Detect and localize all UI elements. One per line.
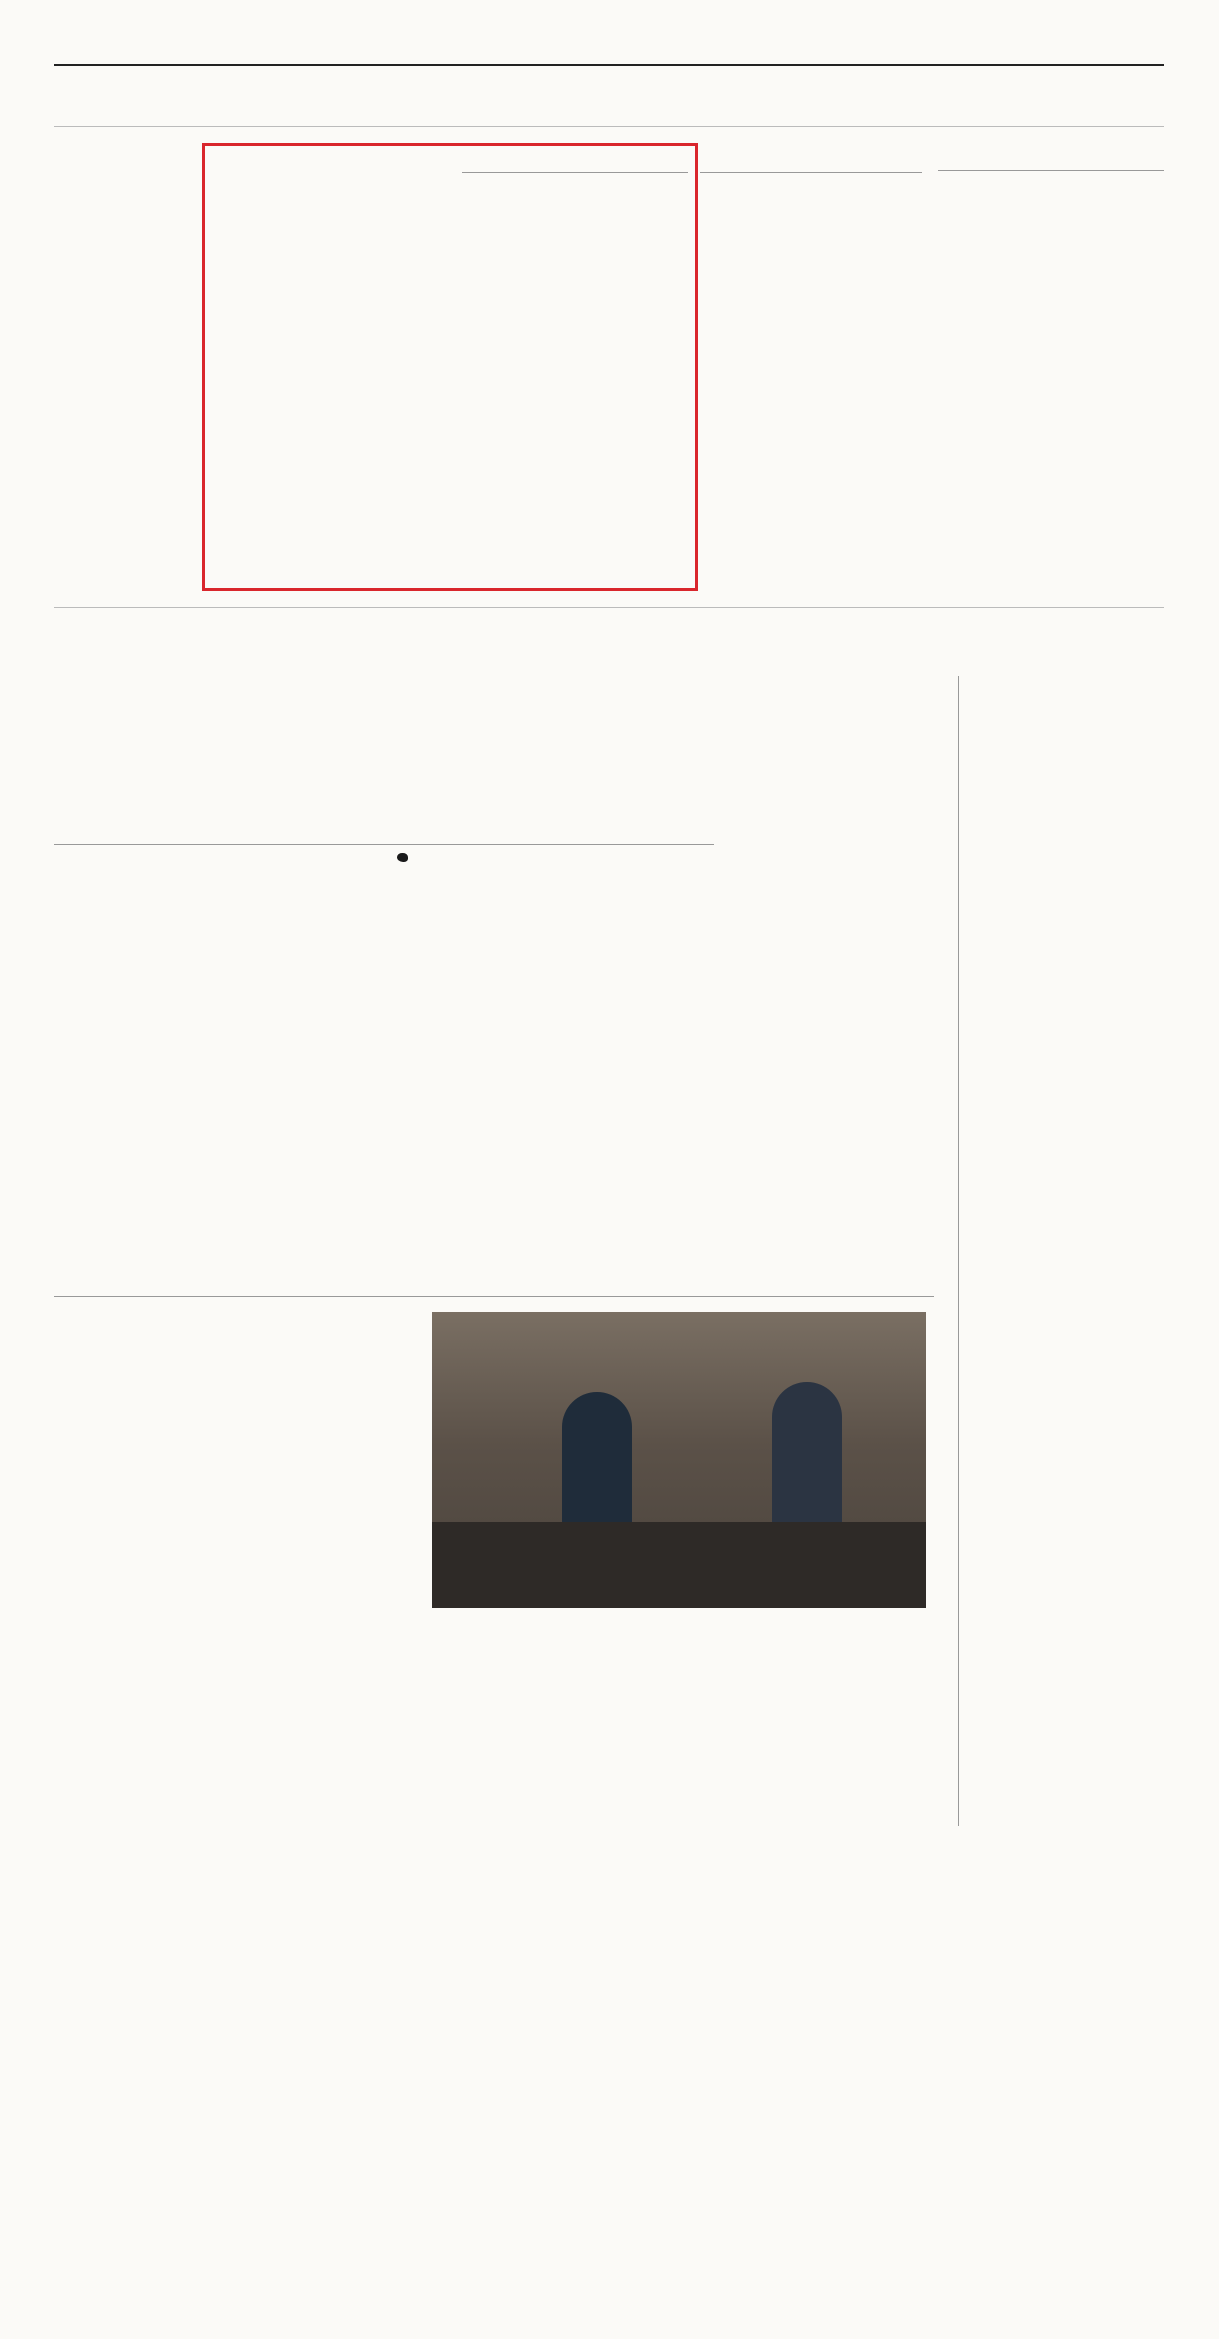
letter1-author-rule bbox=[462, 172, 688, 173]
speaker-right bbox=[772, 1382, 842, 1542]
sidebar-rule bbox=[958, 676, 959, 1826]
letter2 bbox=[460, 414, 692, 424]
section-rule bbox=[54, 126, 1164, 127]
event-photo bbox=[432, 1312, 926, 1608]
second-col-2 bbox=[238, 1540, 410, 1810]
masthead-rule bbox=[54, 64, 1164, 66]
second-story-rule bbox=[54, 1296, 934, 1297]
foro-bottom-rule bbox=[54, 607, 1164, 608]
speaker-left bbox=[562, 1392, 632, 1542]
main-col-1 bbox=[54, 900, 262, 1270]
letter1-cont-column bbox=[462, 162, 688, 179]
byline-rule bbox=[54, 844, 714, 845]
audience bbox=[432, 1522, 926, 1608]
letter1 bbox=[220, 162, 446, 174]
second-col-5 bbox=[760, 1660, 910, 1780]
letter2-author-rule bbox=[700, 172, 922, 173]
letter-frame bbox=[202, 143, 698, 591]
letter3-author-rule bbox=[938, 170, 1164, 171]
main-col-3 bbox=[498, 900, 706, 1270]
main-col-2 bbox=[276, 900, 484, 1270]
letter3-cont-column bbox=[938, 162, 1164, 177]
main-col-4 bbox=[720, 676, 928, 1271]
sidebar-body bbox=[975, 800, 1165, 1790]
second-col-1 bbox=[54, 1540, 226, 2140]
second-col-4 bbox=[594, 1660, 744, 1810]
twitter-icon bbox=[397, 853, 408, 862]
twitter-handle bbox=[397, 852, 411, 864]
second-col-3 bbox=[432, 1660, 582, 1810]
letter2-cont-column bbox=[700, 162, 922, 179]
letter3 bbox=[700, 478, 922, 488]
